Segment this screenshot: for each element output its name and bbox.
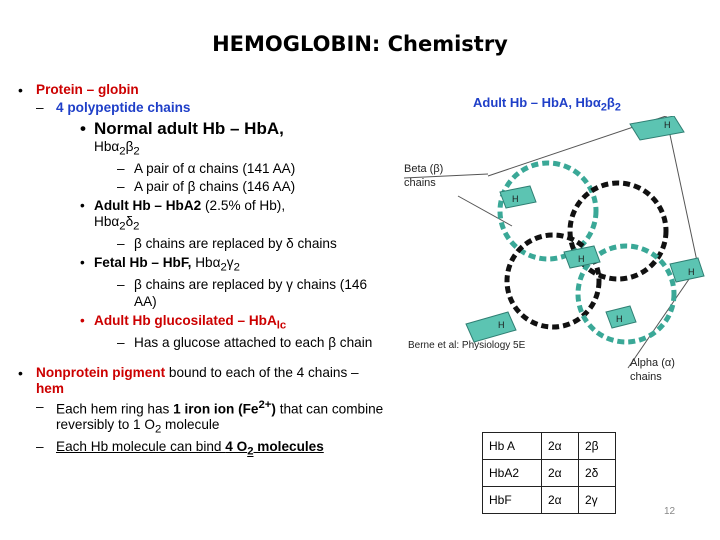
normal-hb-formula: $Hb\alpha_2\beta_2$ [94,139,140,158]
table-cell: 2α [542,487,579,514]
normal-hb-item: – A pair of α chains (141 AA) [18,161,388,177]
beta-chains-label: Beta (β) [404,163,444,175]
heme-label: H [664,120,671,130]
table-cell: HbF [483,487,542,514]
hemoglobin-table [482,432,616,514]
nonprotein-bullet: • Nonprotein pigment bound to each of the 4 chains – hem [18,365,388,397]
table-row [483,487,616,514]
protein-bullet: • Protein – globin [18,82,388,98]
normal-hb-item: – A pair of β chains (146 AA) [18,179,388,195]
hba2-formula: $Hb\alpha_2\delta_2$ [94,214,140,233]
fetal-hb-item: – β chains are replaced by γ chains (146 AA) [18,277,388,309]
bullet-content [18,82,388,459]
hemoglobin-diagram [398,116,716,396]
heme-plate [670,258,704,282]
normal-hb-bullet: • Normal adult Hb – HbA, $Hb\alpha_2\beta_2$ [18,119,388,159]
table-cell: 2α [542,433,579,460]
glucosilated-bullet: • Adult Hb glucosilated – HbA$_{lc}$ [18,313,388,333]
table-cell: 2α [542,460,579,487]
heme-label: H [616,314,623,324]
table-cell: 2γ [579,487,616,514]
table-cell: 2δ [579,460,616,487]
table-cell: HbA2 [483,460,542,487]
slide-title: HEMOGLOBIN: Chemistry [212,32,508,56]
heme-label: H [688,267,695,277]
figure-caption: Adult Hb – HbA, $Hb\alpha_2\beta_2$ [473,95,621,114]
heme-plate [466,312,516,342]
heme-plate [630,116,684,140]
table-row [483,433,616,460]
figure-credit: Berne et al: Physiology 5E [408,340,526,351]
hba2-bullet: • Adult Hb – HbA2 (2.5% of Hb), $Hb\alpha_2\delta_2$ [18,198,388,234]
page-number: 12 [664,506,676,517]
table-row [483,460,616,487]
heme-label: H [498,320,505,330]
fetal-hb-bullet: • Fetal Hb – HbF, $Hb\alpha_2\gamma_2$ [18,255,388,275]
hba2-item: – β chains are replaced by δ chains [18,236,388,252]
table-cell: Hb A [483,433,542,460]
diagram-outline [404,116,698,368]
beta-chains-label: chains [404,177,436,189]
glucosilated-item: – Has a glucose attached to each β chain [18,335,388,351]
alpha-chains-label: Alpha (α) [630,357,675,369]
alpha-chains-label: chains [630,371,662,383]
heme-label: H [578,254,585,264]
table-cell: 2β [579,433,616,460]
chains-bullet: – 4 polypeptide chains [18,100,388,116]
iron-item: – Each hem ring has 1 iron ion $(Fe^{2+})$ that can combine reversibly to 1 $O_2$ molecule [18,399,388,438]
fetal-hb-formula: $Hb\alpha_2\gamma_2$ [191,255,240,275]
heme-label: H [512,194,519,204]
o2-item: – Each Hb molecule can bind 4 $O_2$ molecules [18,439,388,459]
